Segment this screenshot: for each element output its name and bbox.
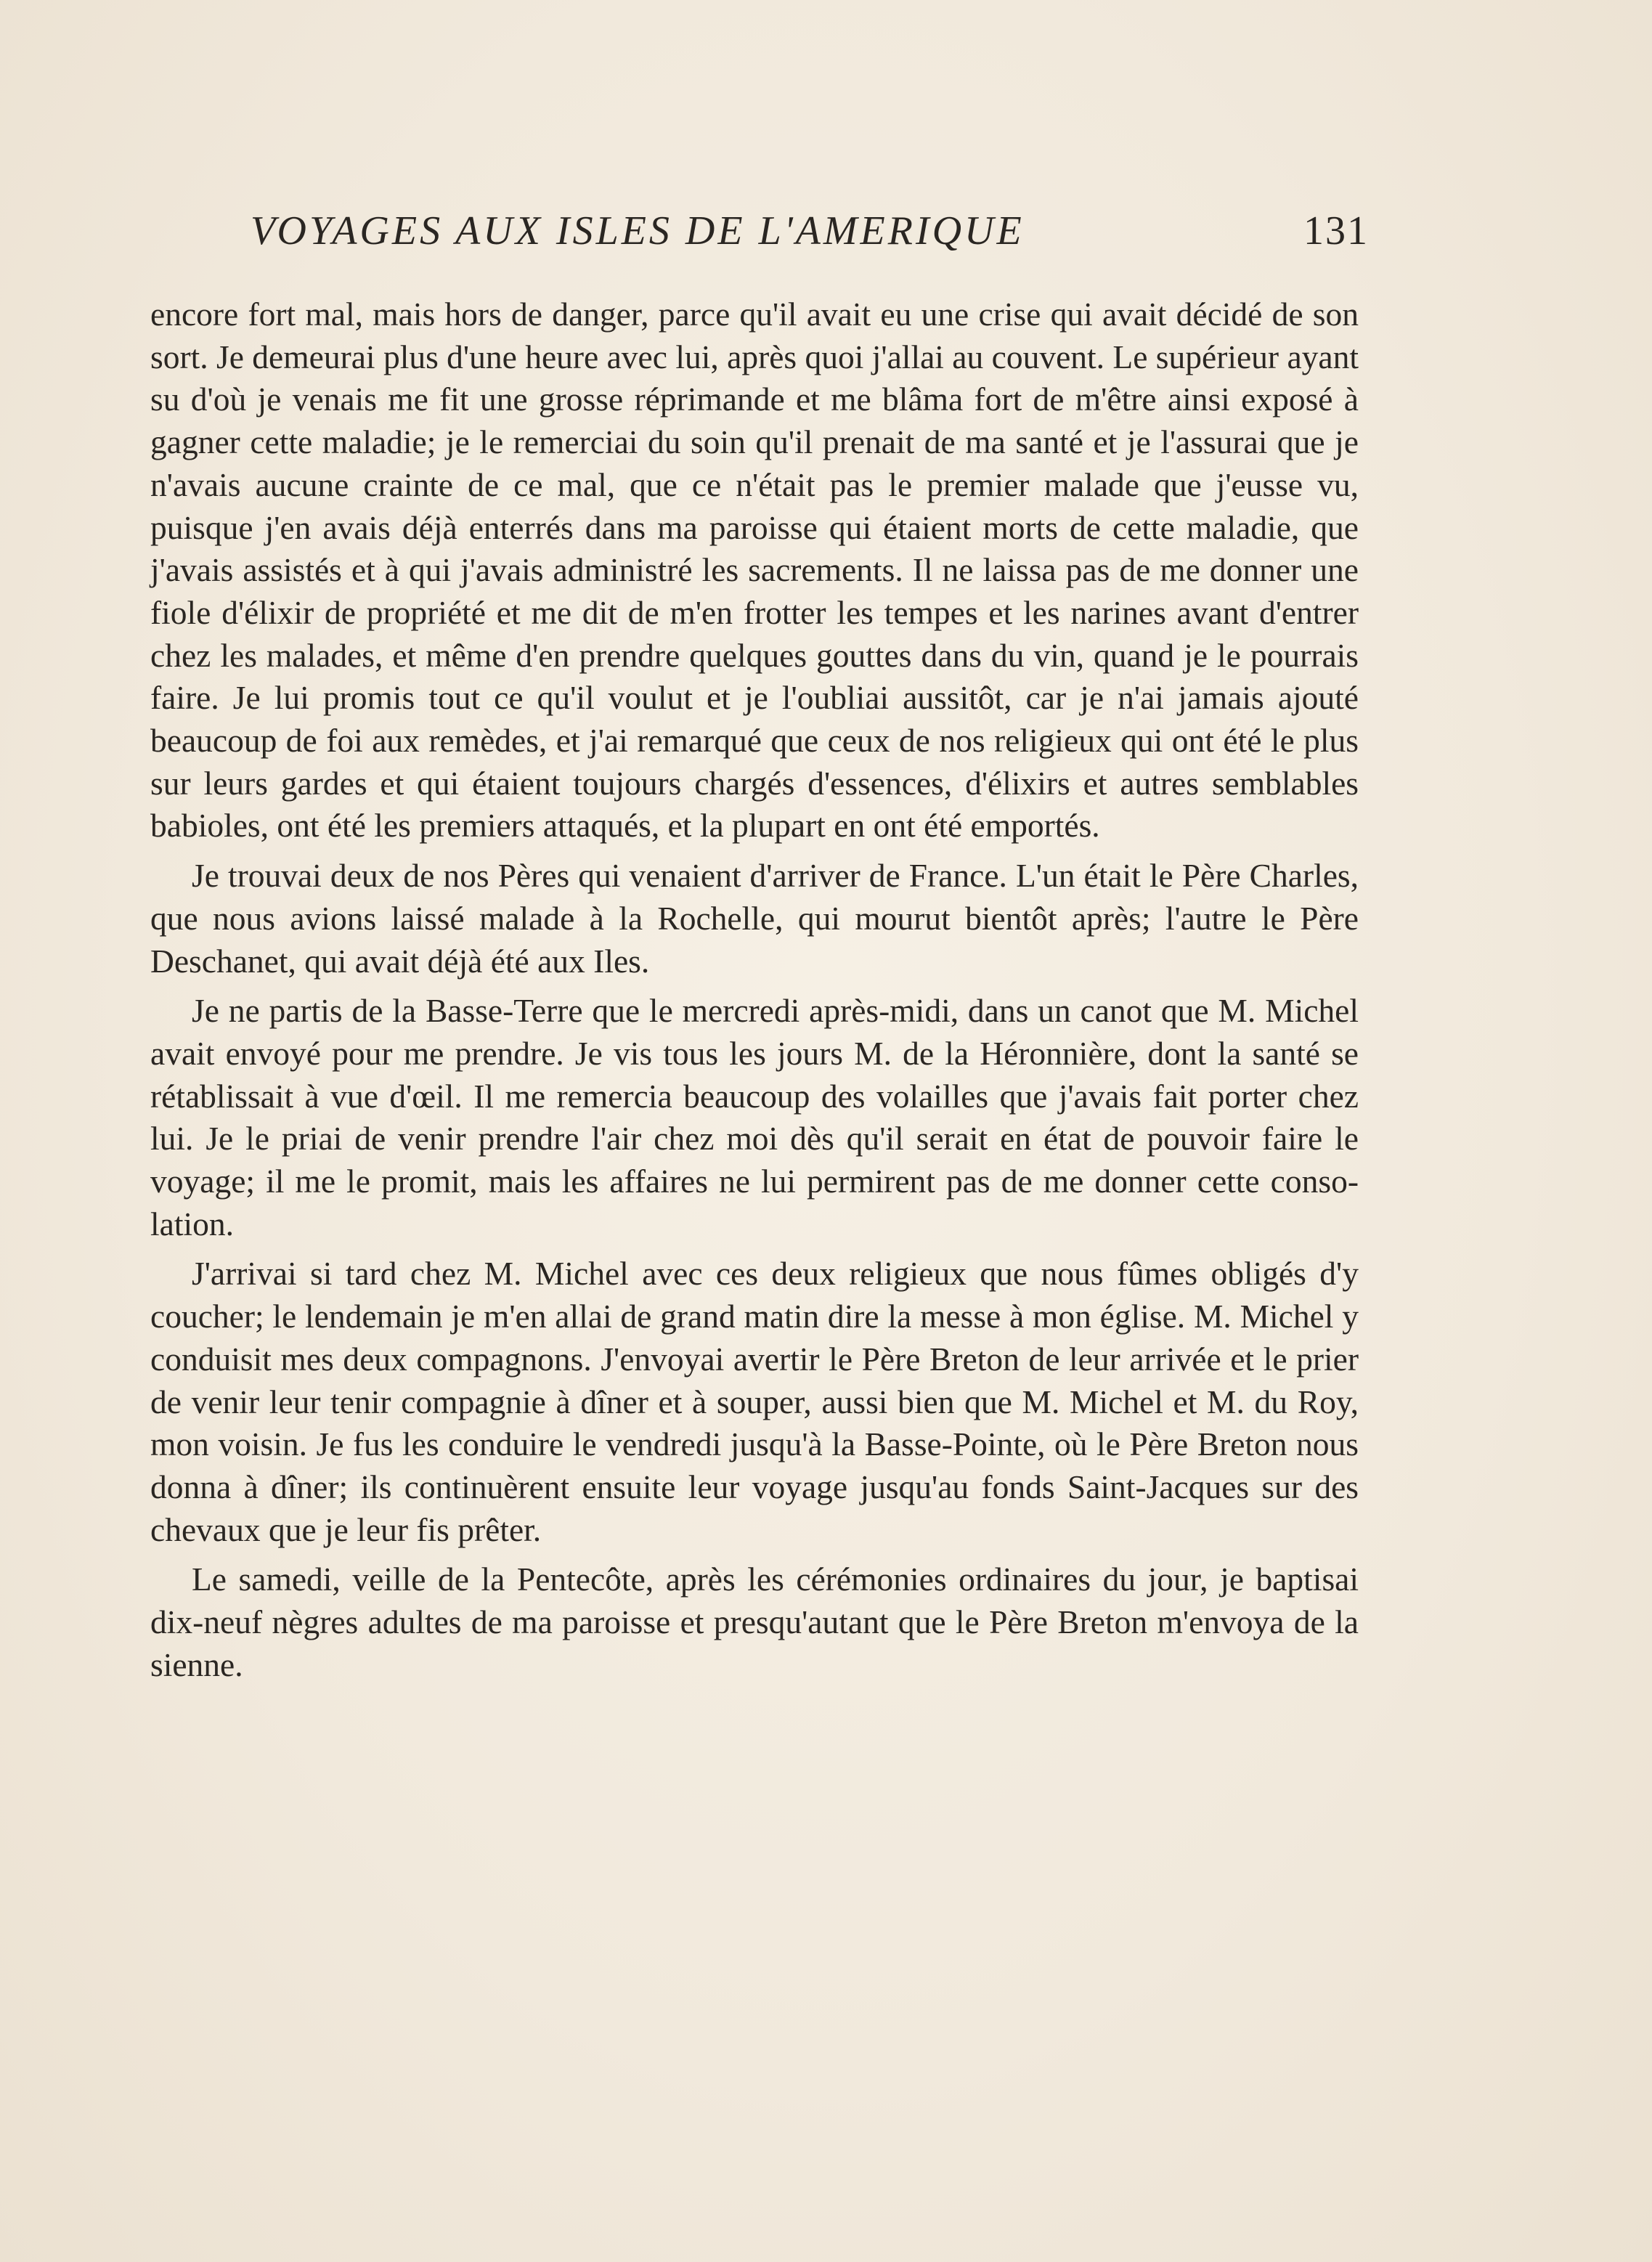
body-text (150, 293, 1359, 1694)
paragraph-3: Je ne partis de la Basse-Terre que le mercredi après-midi, dans un canot que M. Michel avait envoyé pour me prendre. Je vis tous les jours M. de la Héronnière, dont la santé se rétablissait à vue d'œil. Il me remercia beaucoup des volailles que j'avais fait porter chez lui. Je le priai de venir prendre l'air chez moi dès qu'il serait en état de pouvoir faire le voyage; il me le promit, mais les affaires ne lui permirent pas de me donner cette consolation. (150, 992, 1359, 1242)
page-header (251, 202, 1369, 260)
running-title: VOYAGES AUX ISLES DE L'AMERIQUE (251, 208, 1025, 253)
paragraph-2: Je trouvai deux de nos Pères qui venaient d'arriver de France. L'un était le Père Charles, que nous avions laissé malade à la Rochelle, qui mourut bientôt après; l'autre le Père Deschanet, qui avait déjà été aux Iles. (150, 857, 1359, 980)
paragraph-5: Le samedi, veille de la Pentecôte, après les cérémonies ordinaires du jour, je baptisai dix-neuf nègres adultes de ma paroisse et presqu'autant que le Père Breton m'envoya de la sienne. (150, 1561, 1359, 1683)
page-number: 131 (1303, 208, 1369, 253)
paragraph-1: encore fort mal, mais hors de danger, parce qu'il avait eu une crise qui avait décidé de son sort. Je demeurai plus d'une heure avec lui, après quoi j'allai au couvent. Le supérieur ayant su d'où je venais me fit une grosse réprimande et me blâma fort de m'être ainsi exposé à gagner cette maladie; je le remerciai du soin qu'il prenait de ma santé et je l'assurai que je n'avais aucune crainte de ce mal, que ce n'était pas le premier malade que j'eusse vu, puisque j'en avais déjà enterrés dans ma paroisse qui étaient morts de cette maladie, que j'avais assistés et à qui j'avais administré les sacrements. Il ne laissa pas de me donner une fiole d'élixir de propriété et me dit de m'en frotter les tempes et les narines avant d'entrer chez les malades, et même d'en prendre quelques gouttes dans du vin, quand je le pourrais faire. Je lui promis tout ce qu'il voulut et je l'oubliai aussitôt, car je n'ai jamais ajouté beaucoup de foi aux remèdes, et j'ai remarqué que ceux de nos religieux qui ont été le plus sur leurs gardes et qui étaient toujours chargés d'essences, d'élixirs et autres semblables babioles, ont été les premiers attaqués, et la plupart en ont été emportés. (150, 296, 1359, 845)
paragraph-4: J'arrivai si tard chez M. Michel avec ces deux religieux que nous fûmes obligés d'y coucher; le lendemain je m'en allai de grand matin dire la messe à mon église. M. Michel y conduisit mes deux compagnons. J'envoyai avertir le Père Breton de leur arrivée et le prier de venir leur tenir compagnie à dîner et à souper, aussi bien que M. Michel et M. du Roy, mon voisin. Je fus les conduire le vendredi jusqu'à la Basse-Pointe, où le Père Breton nous donna à dîner; ils continuèrent ensuite leur voyage jusqu'au fonds Saint-Jacques sur des chevaux que je leur fis prêter. (150, 1255, 1359, 1548)
